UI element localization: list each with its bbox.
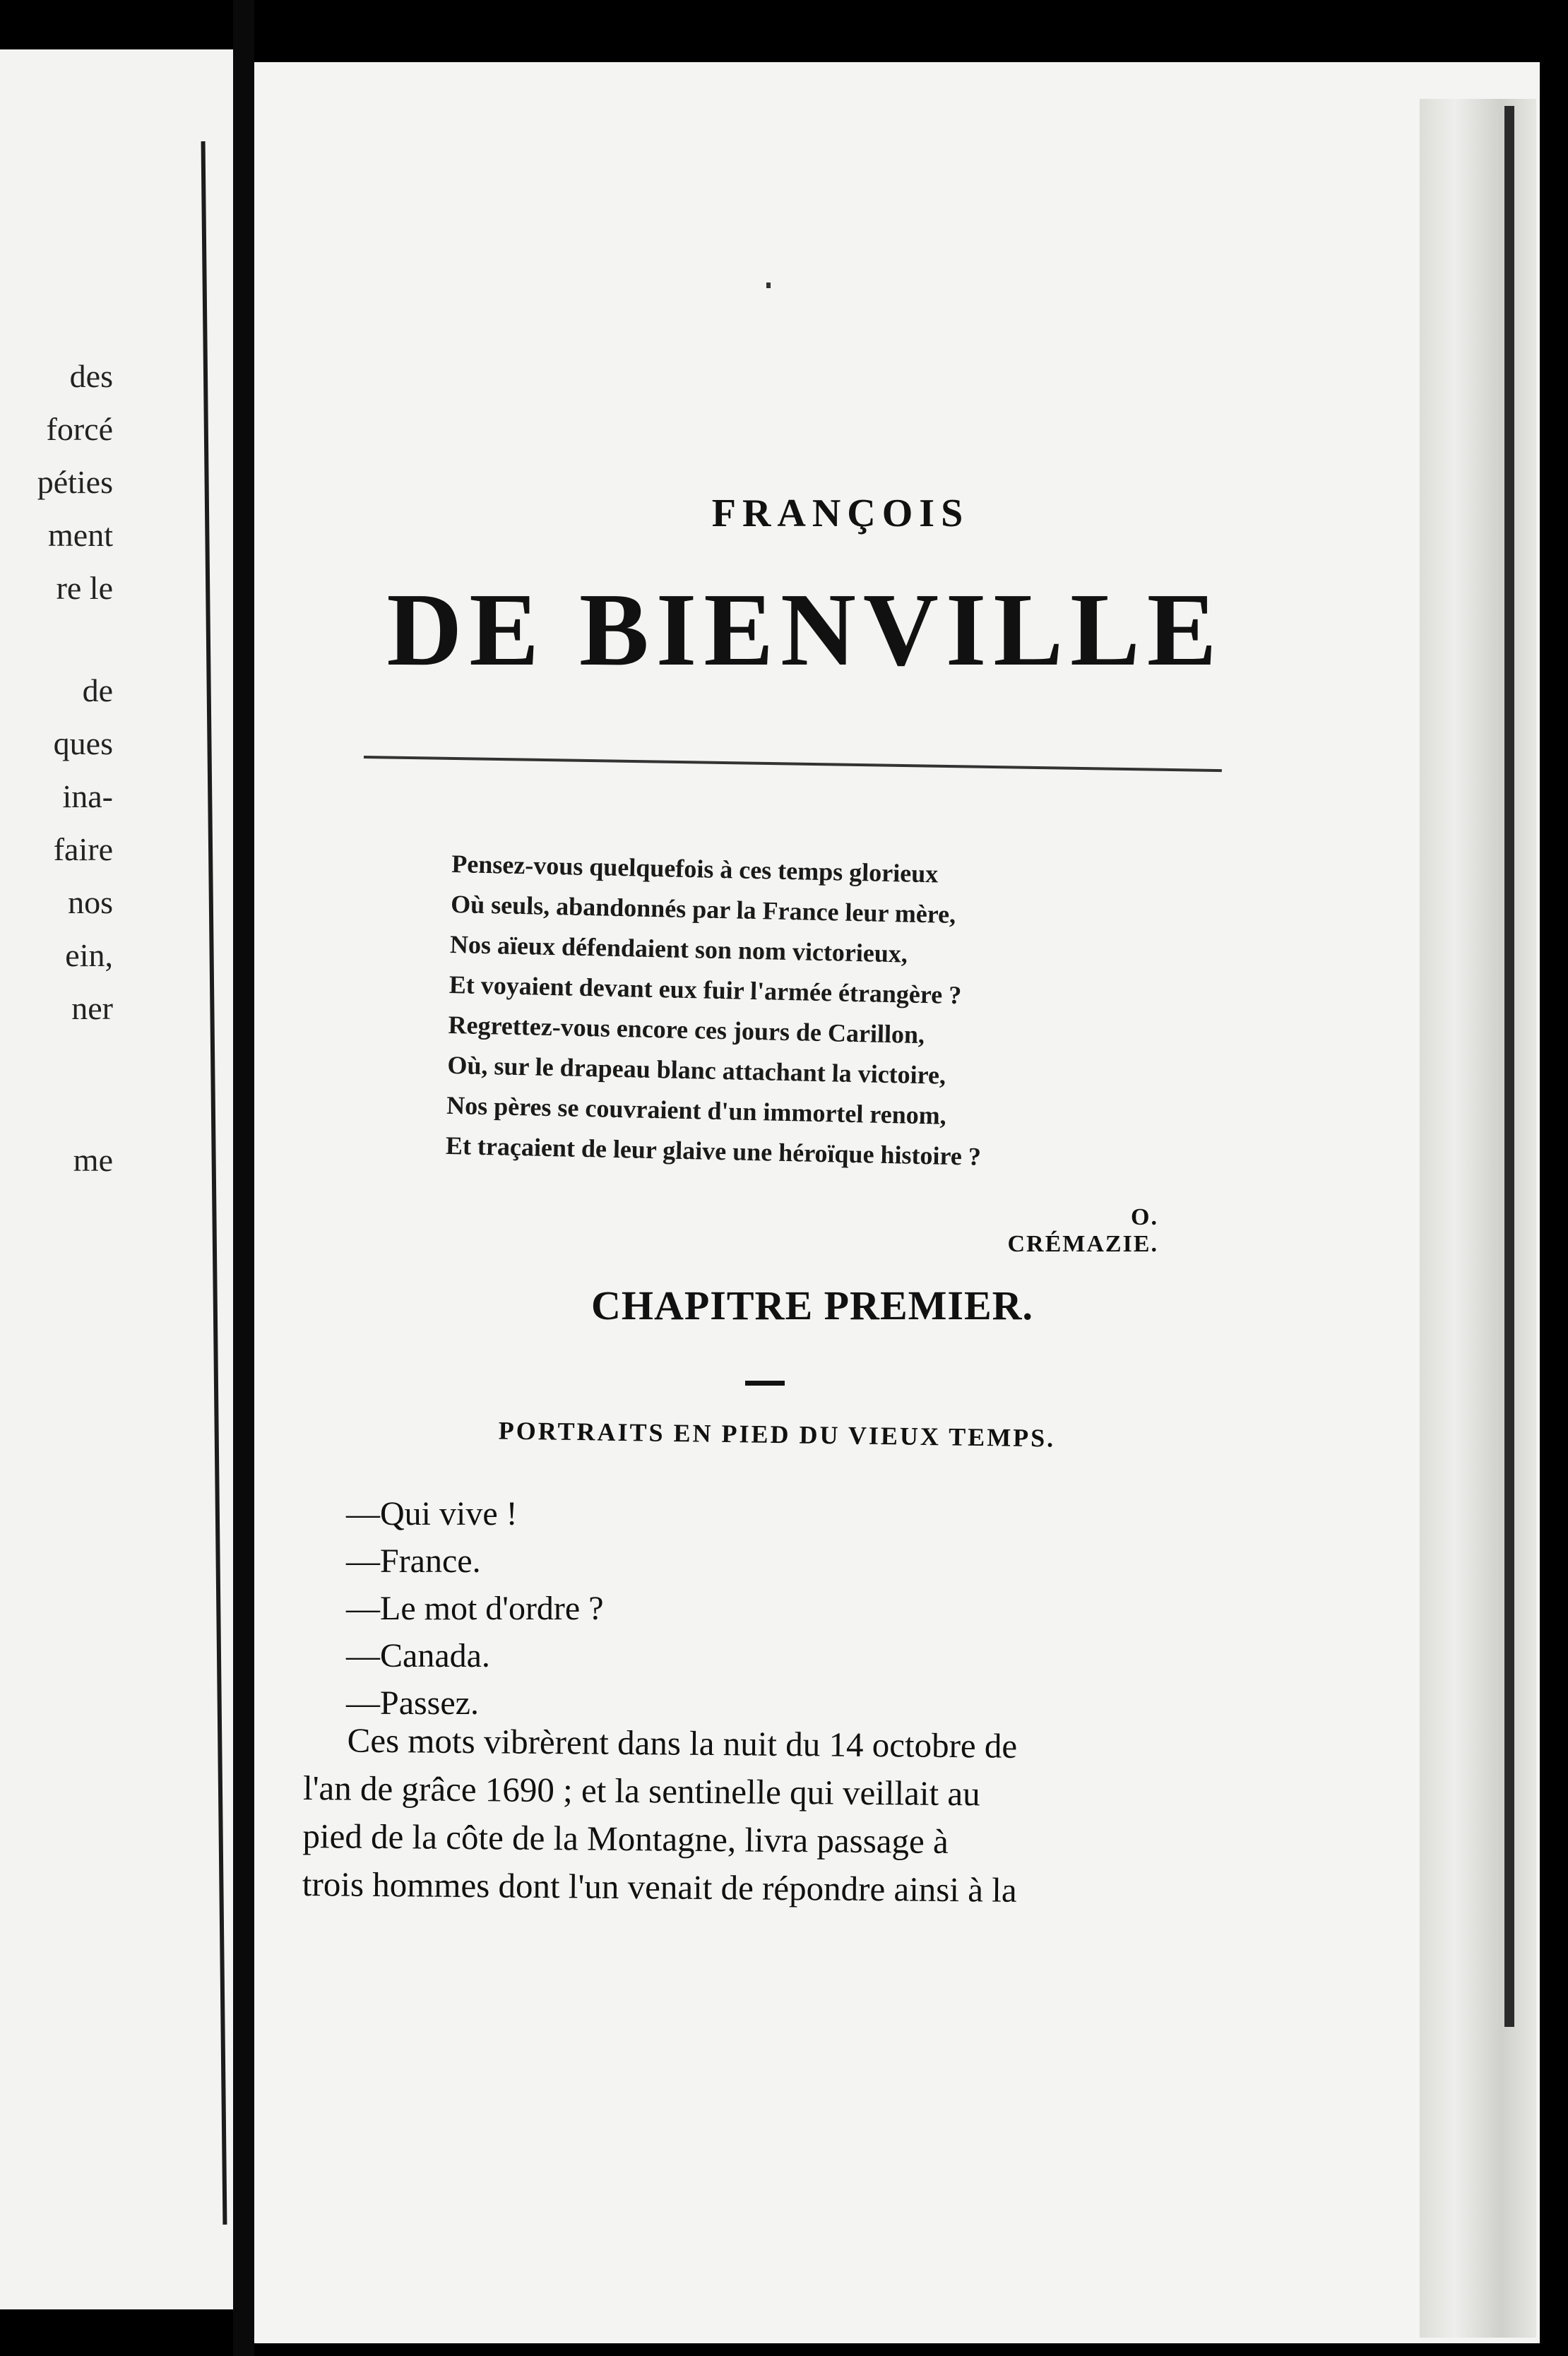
facing-page-fragment: re le: [56, 570, 113, 606]
body-line: pied de la côte de la Montagne, livra passage à: [302, 1816, 949, 1861]
chapter-subtitle: PORTRAITS EN PIED DU VIEUX TEMPS.: [498, 1416, 1056, 1453]
epigraph-line: Regrettez-vous encore ces jours de Carillon,: [448, 1010, 925, 1049]
dialogue-line: —France.: [346, 1542, 481, 1580]
epigraph-line: Où seuls, abandonnés par la France leur mère,: [450, 889, 956, 929]
dialogue-line: —Passez.: [346, 1684, 479, 1722]
body-line: trois hommes dont l'un venait de répondre ainsi à la: [302, 1864, 1017, 1910]
epigraph-line: Où, sur le drapeau blanc attachant la victoire,: [447, 1050, 946, 1090]
chapter-separator: [745, 1381, 785, 1386]
epigraph-poem: [445, 844, 1129, 1180]
facing-page-fragment: ein,: [65, 937, 113, 973]
title-main: DE BIENVILLE: [386, 572, 1224, 688]
epigraph-line: Et traçaient de leur glaive une héroïque histoire ?: [445, 1131, 982, 1171]
facing-page-fragment: de: [82, 672, 113, 708]
epigraph-line: Et voyaient devant eux fuir l'armée étrangère ?: [449, 970, 962, 1010]
epigraph-attribution: O. CRÉMAZIE.: [1007, 1204, 1158, 1257]
facing-page-fragment: faire: [53, 831, 113, 867]
facing-page-fragment: ques: [53, 725, 113, 761]
epigraph-line: Pensez-vous quelquefois à ces temps glorieux: [451, 849, 939, 888]
chapter-title: CHAPITRE PREMIER.: [590, 1283, 1034, 1328]
epigraph-line: Nos pères se couvraient d'un immortel renom,: [446, 1090, 947, 1130]
facing-page-fragment: des: [69, 358, 113, 394]
book-page: [254, 62, 1540, 2343]
facing-page-fragment: ner: [71, 990, 113, 1026]
dialogue-line: —Le mot d'ordre ?: [346, 1590, 604, 1627]
facing-page-fragment: me: [73, 1142, 113, 1178]
body-paragraph: [302, 1716, 1180, 1916]
page-stack-edge: [1420, 99, 1536, 2338]
facing-page-fragment: nos: [68, 884, 113, 920]
body-line: l'an de grâce 1690 ; et la sentinelle qui veillait au: [302, 1768, 980, 1814]
dialogue-line: —Canada.: [346, 1637, 490, 1674]
facing-page-fragment: ina-: [62, 778, 113, 814]
print-speck: [766, 282, 771, 288]
facing-page-fragment: forcé: [46, 411, 113, 447]
book-spine-gap: [233, 0, 254, 2356]
facing-page-fragment: péties: [37, 464, 113, 500]
facing-page-fragment: ment: [48, 517, 113, 553]
title-first-name: FRANÇOIS: [711, 492, 970, 535]
epigraph-line: Nos aïeux défendaient son nom victorieux,: [449, 929, 908, 968]
page-edge-shadow: [1504, 106, 1514, 2027]
facing-page: [0, 49, 233, 2309]
dialogue-line: —Qui vive !: [346, 1495, 518, 1533]
dialogue-block: [346, 1490, 982, 1727]
body-line: Ces mots vibrèrent dans la nuit du 14 octobre de: [347, 1720, 1018, 1766]
